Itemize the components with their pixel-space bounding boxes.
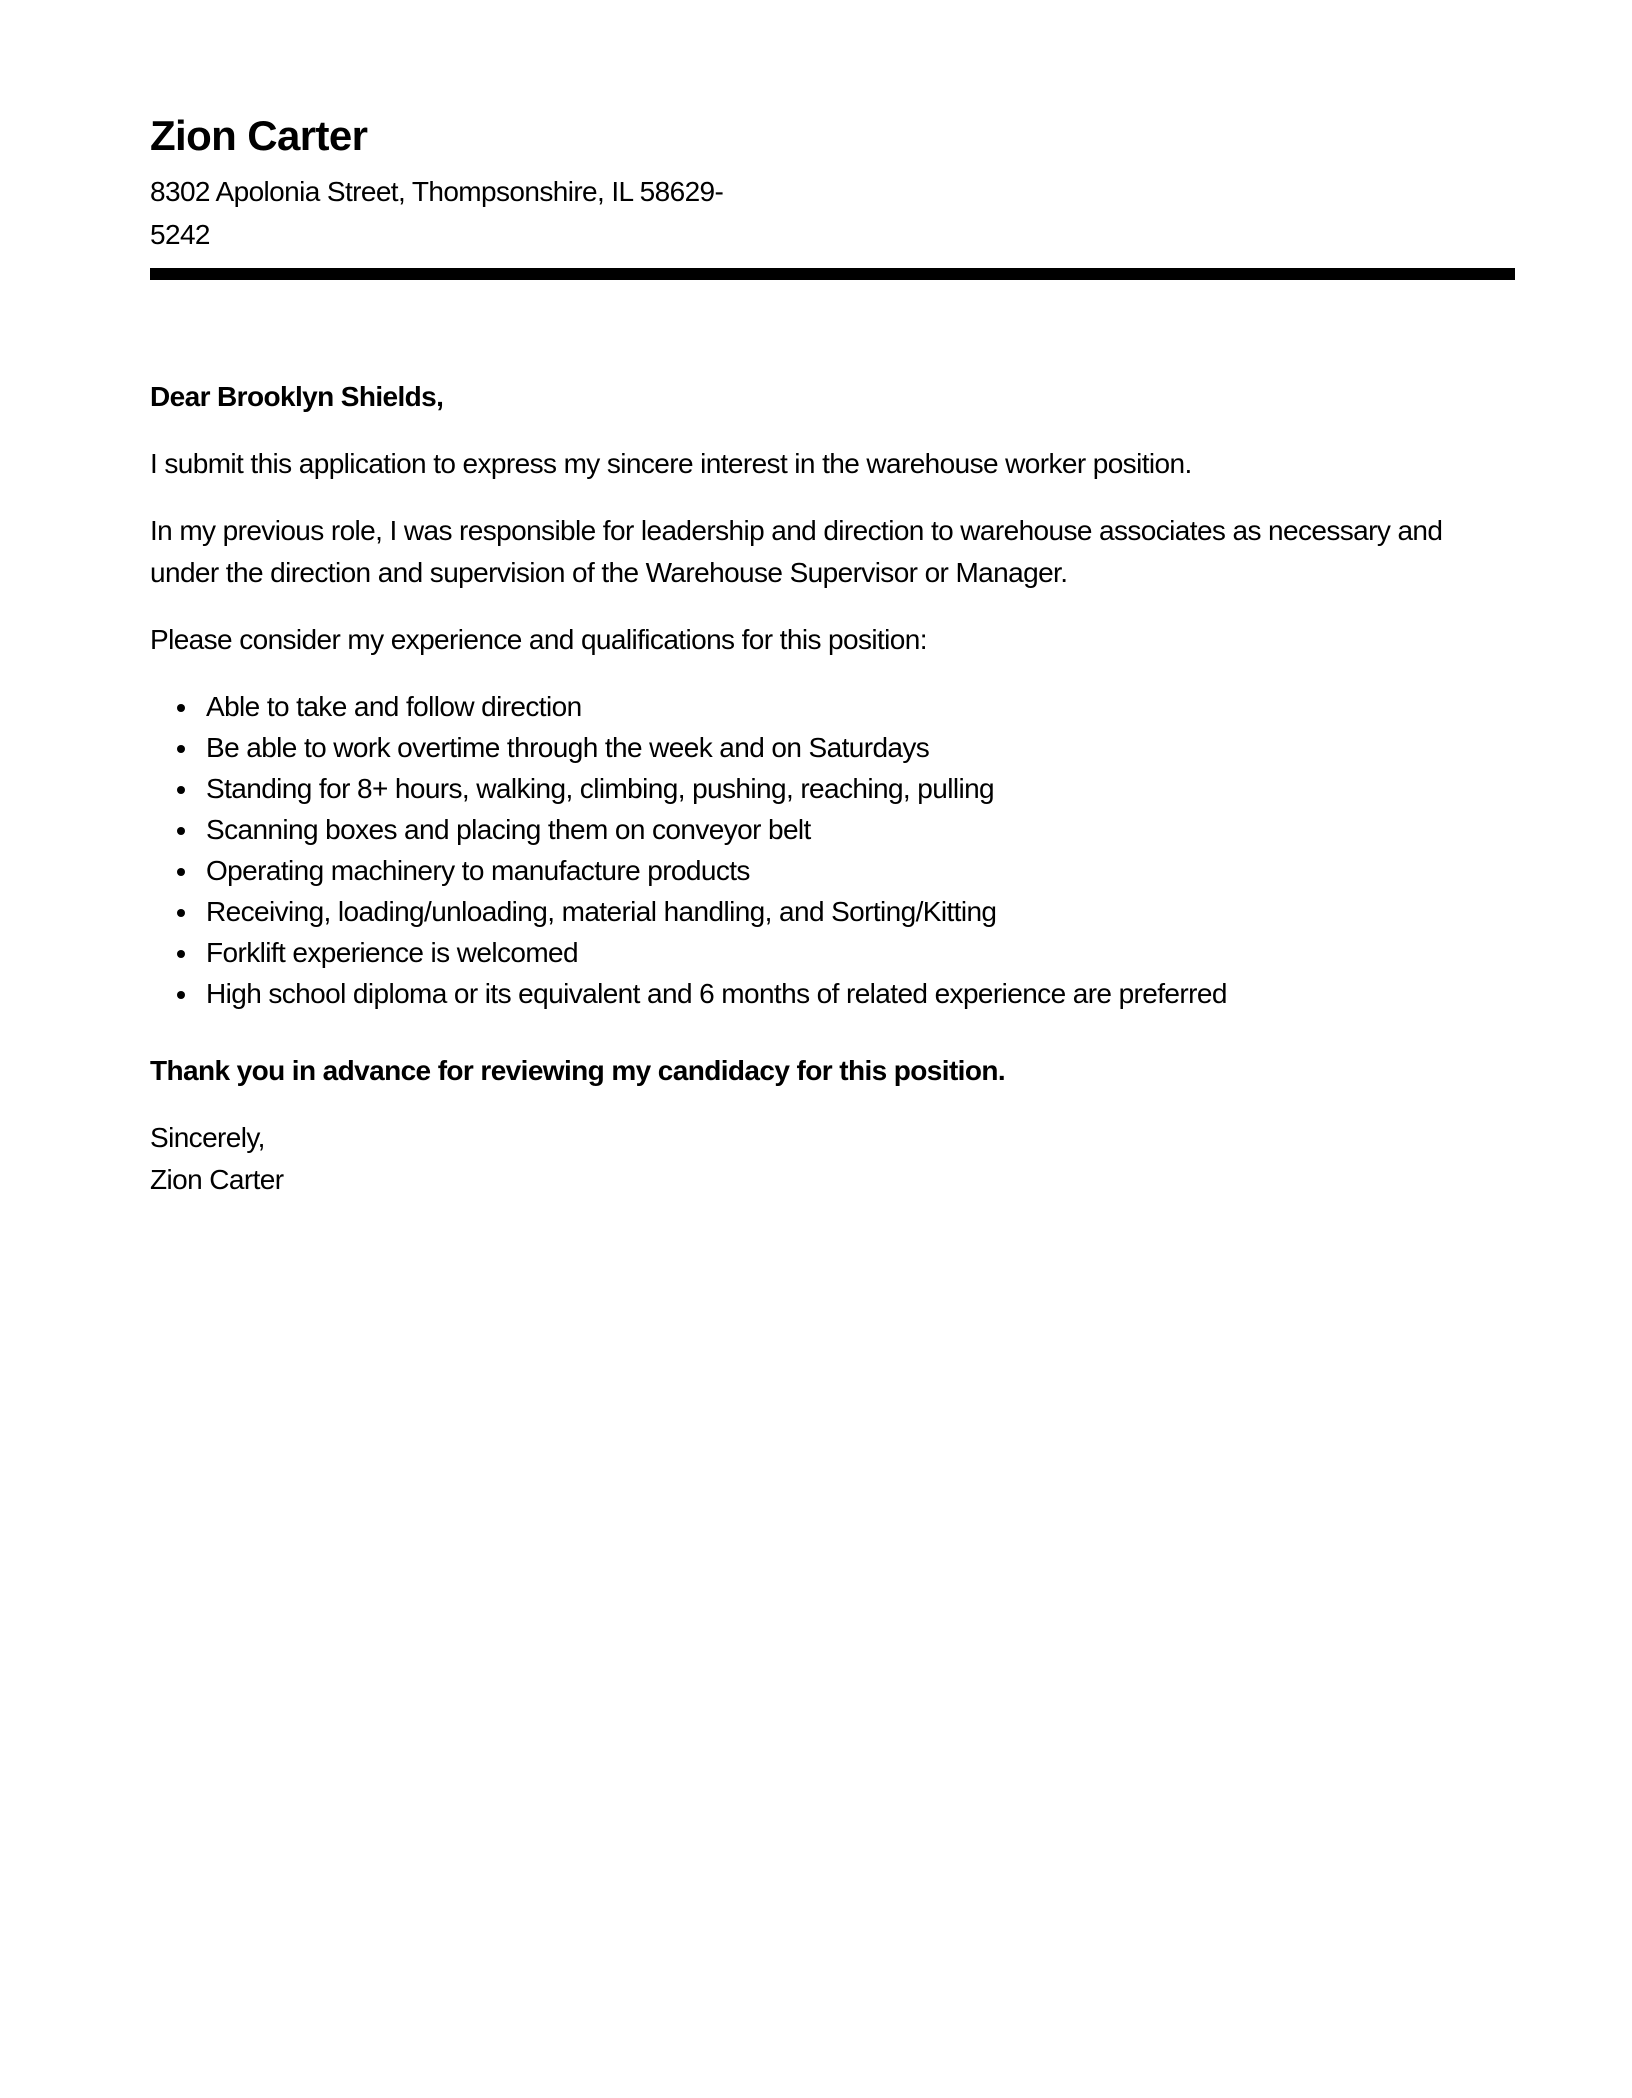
greeting: Dear Brooklyn Shields, xyxy=(150,381,444,412)
closing-emphasis: Thank you in advance for reviewing my candidacy for this position. xyxy=(150,1055,1006,1086)
sender-address-line2: 5242 xyxy=(150,219,210,250)
qualification-item: • Standing for 8+ hours, walking, climbing, pushing, reaching, pulling xyxy=(200,768,1515,809)
qualification-item: • Scanning boxes and placing them on conveyor belt xyxy=(200,809,1515,850)
sender-address-line1: 8302 Apolonia Street, Thompsonshire, IL 58629- xyxy=(150,176,724,207)
qualification-item: • Forklift experience is welcomed xyxy=(200,932,1515,973)
qualification-item: • High school diploma or its equivalent and 6 months of related experience are preferred xyxy=(200,973,1515,1014)
signoff: Sincerely, xyxy=(150,1122,265,1153)
letter-header xyxy=(150,112,1515,280)
header-divider xyxy=(150,268,1515,280)
paragraph-experience: In my previous role, I was responsible for leadership and direction to warehouse associates as necessary and under the direction and supervision of the Warehouse Supervisor or Manager. xyxy=(150,515,1443,588)
qualification-item: • Receiving, loading/unloading, material handling, and Sorting/Kitting xyxy=(200,891,1515,932)
signature-name: Zion Carter xyxy=(150,1164,284,1195)
signoff-block xyxy=(150,1117,1515,1201)
sender-name: Zion Carter xyxy=(150,112,368,159)
qualifications-list xyxy=(150,686,1515,1014)
paragraph-intro: I submit this application to express my sincere interest in the warehouse worker position. xyxy=(150,448,1192,479)
qualification-item: • Operating machinery to manufacture products xyxy=(200,850,1515,891)
qualification-item: • Able to take and follow direction xyxy=(200,686,1515,727)
qualification-item: • Be able to work overtime through the week and on Saturdays xyxy=(200,727,1515,768)
paragraph-qualifications-lead: Please consider my experience and qualifications for this position: xyxy=(150,624,927,655)
